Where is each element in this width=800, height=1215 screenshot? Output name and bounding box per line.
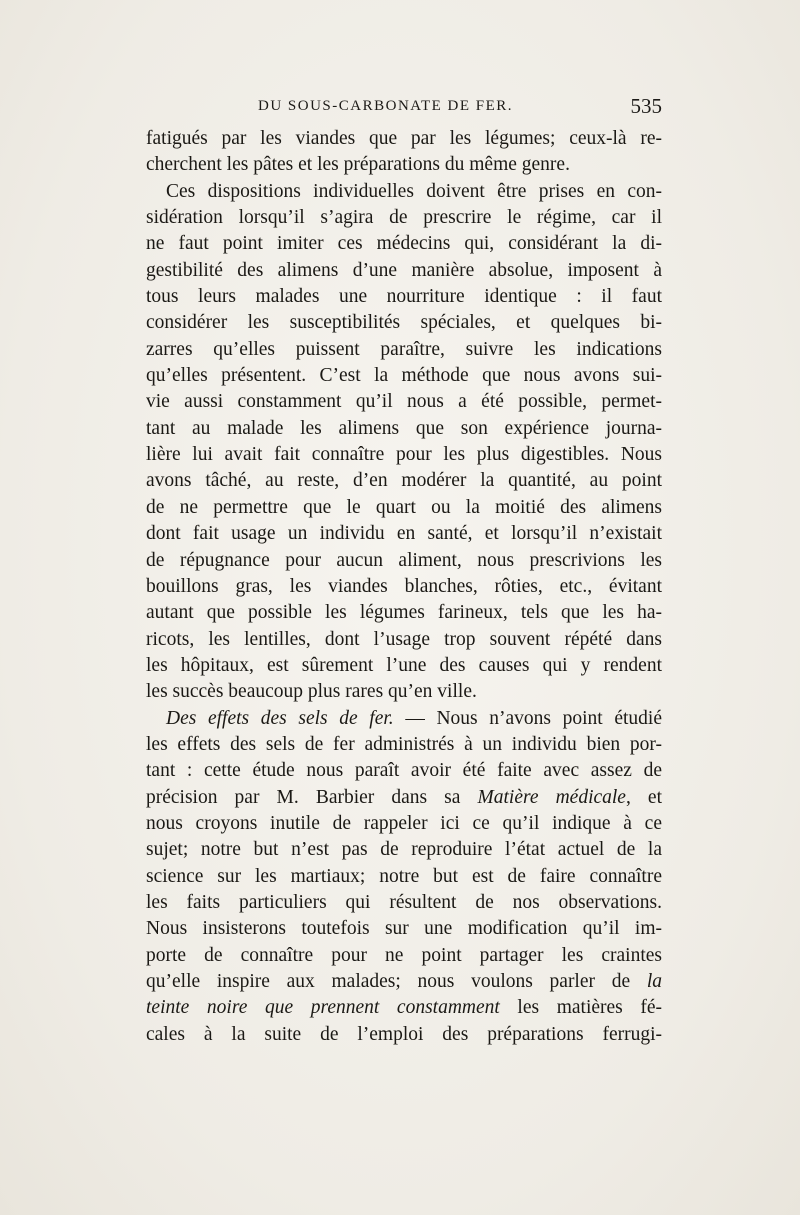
text-line: fatigués par les viandes que par les légumes; ceux-là re- [146,128,662,149]
text-line: cales à la suite de l’emploi des préparations ferrugi- [146,1023,662,1045]
text-line: ne faut point imiter ces médecins qui, considérant la di- [146,233,662,255]
text-line: les hôpitaux, est sûrement l’une des causes qui y rendent [146,654,662,676]
emphasis: la [646,971,662,992]
text-span: précision par M. Barbier dans sa [146,786,478,808]
text-line: gestibilité des alimens d’une manière absolue, imposent à [146,259,662,281]
text-line: dont fait usage un individu en santé, et lorsqu’il n’existait [146,523,662,545]
text-line: Ces dispositions individuelles doivent être prises en con- [166,180,662,202]
book-title: Matière médicale [477,786,626,808]
text-line [146,785,662,811]
text-line: tant : cette étude nous paraît avoir été faite avec assez de [146,760,662,782]
text-line: lière lui avait fait connaître pour les plus digestibles. Nous [146,444,662,466]
text-line: de ne permettre que le quart ou la moitié des alimens [146,496,662,518]
text-line [146,706,662,732]
body-text [146,126,662,1048]
text-line: les succès beaucoup plus rares qu’en ville. [146,681,477,703]
text-line [146,969,662,995]
text-span: , et [625,786,662,808]
text-span: les matières fé- [499,997,662,1019]
text-line: tous leurs malades une nourriture identique : il faut [146,286,662,308]
text-line: de répugnance pour aucun aliment, nous prescrivions les [146,549,662,571]
text-line: qu’elles présentent. C’est la méthode que nous avons sui- [146,365,662,387]
text-line: les effets des sels de fer administrés à un individu bien por- [146,733,662,755]
text-span: — Nous n’avons point étudié [393,707,662,729]
text-line: tant au malade les alimens que son expérience journa- [146,417,662,439]
section-heading: Des effets des sels de fer. [166,707,394,729]
text-line: considérer les susceptibilités spéciales, et quelques bi- [146,312,662,334]
page-header [146,94,662,120]
text-line: nous croyons inutile de rappeler ici ce qu’il indique à ce [146,812,662,834]
text-line: Nous insisterons toutefois sur une modification qu’il im- [146,918,662,940]
text-line: sujet; notre but n’est pas de reproduire l’état actuel de la [146,839,662,861]
text-line: vie aussi constamment qu’il nous a été possible, permet- [146,391,662,413]
text-line: les faits particuliers qui résultent de nos observations. [146,891,662,913]
text-line: ricots, les lentilles, dont l’usage trop souvent répété dans [146,628,662,650]
text-line: bouillons gras, les viandes blanches, rôties, etc., évitant [146,575,662,597]
page-number: 535 [630,94,662,118]
text-line: cherchent les pâtes et les préparations du même genre. [146,154,570,176]
emphasis: teinte noire que prennent constamment [146,997,500,1019]
text-line: autant que possible les légumes farineux, tels que les ha- [146,602,662,624]
text-line: science sur les martiaux; notre but est de faire connaître [146,865,662,887]
text-span: qu’elle inspire aux malades; nous voulons parler de [146,971,647,992]
running-title: DU SOUS-CARBONATE DE FER. [258,98,514,114]
text-line: avons tâché, au reste, d’en modérer la quantité, au point [146,470,662,492]
text-line: sidération lorsqu’il s’agira de prescrire le régime, car il [146,207,662,229]
text-line: porte de connaître pour ne point partager les craintes [146,944,662,966]
text-line [146,995,662,1021]
text-line: zarres qu’elles puissent paraître, suivre les indications [146,338,662,360]
